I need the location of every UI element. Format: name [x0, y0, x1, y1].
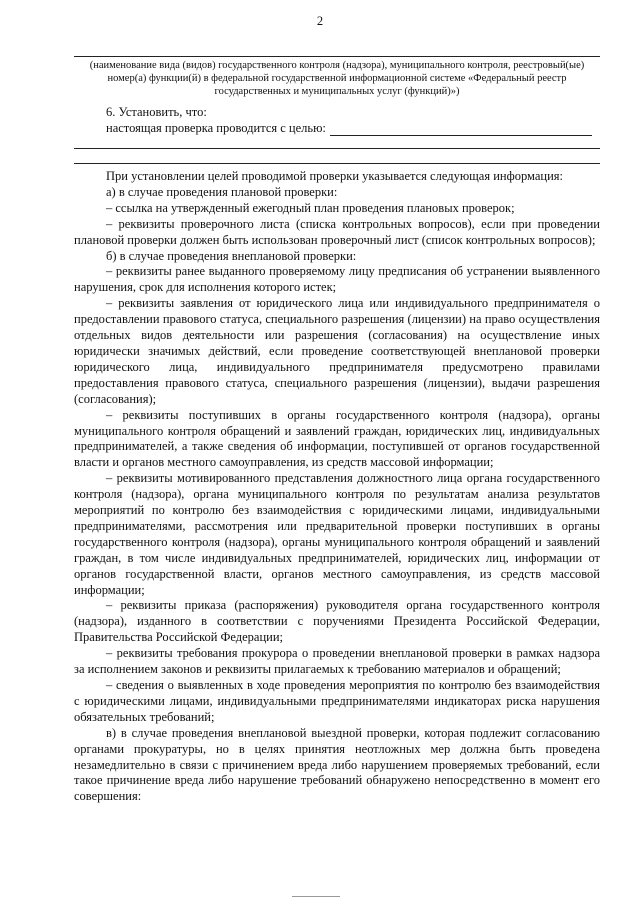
purpose-row — [106, 120, 592, 136]
paragraph: – реквизиты поступивших в органы государственного контроля (надзора), органы муниципального контроля обращений и заявлений граждан, юридических лиц, индивидуальных предпринимателей, а также сведения об информации, поступившей от органов государственной власти и органов местного самоуправления, из средств массовой информации; — [74, 407, 600, 470]
purpose-label: настоящая проверка проводится с целью: — [106, 121, 326, 135]
paragraph: – реквизиты мотивированного представления должностного лица органа государственного контроля (надзора), органа муниципального контроля по результатам анализа результатов мероприятий по контролю без взаимодействия с юридическими лицами, индивидуальными предпринимателями, рассмотрения или предварительной проверки поступивших в органы государственного контроля (надзора), органы муниципального контроля обращений и заявлений граждан, в том числе индивидуальных предпринимателей, юридических лиц, информации от органов государственной власти, органов местного самоуправления, из средств массовой информации; — [74, 471, 600, 597]
footer-mark — [292, 896, 340, 897]
purpose-instructions — [74, 169, 600, 805]
control-type-caption — [74, 59, 600, 98]
section-6 — [106, 104, 592, 136]
paragraph: – реквизиты проверочного листа (списка контрольных вопросов), если при проведении плановой проверки должен быть использован проверочный лист (список контрольных вопросов); — [74, 216, 600, 247]
name-of-control-line — [74, 56, 600, 57]
paragraph: При установлении целей проводимой проверки указывается следующая информация: — [106, 169, 563, 183]
paragraph: – реквизиты требования прокурора о проведении внеплановой проверки в рамках надзора за исполнением законов и реквизиты прилагаемых к требованию материалов и обращений; — [74, 646, 600, 677]
paragraph: – реквизиты ранее выданного проверяемому лицу предписания об устранении выявленного нарушения, срок для исполнения которого истек; — [74, 264, 600, 295]
purpose-fill-line-2[interactable] — [74, 148, 600, 149]
page-number: 2 — [316, 14, 324, 28]
caption-line-2: номер(а) функции(й) в федеральной государственной информационной системе «Федеральный реестр — [107, 73, 567, 84]
paragraph: – реквизиты приказа (распоряжения) руководителя органа государственного контроля (надзора), изданного в соответствии с поручениями Президента Российской Федерации, Правительства Российской Федерации; — [74, 598, 600, 645]
purpose-fill-line[interactable] — [330, 122, 592, 136]
caption-line-1: (наименование вида (видов) государственного контроля (надзора), муниципального контроля, реестровый(ые) — [89, 60, 585, 71]
paragraph: – реквизиты заявления от юридического лица или индивидуального предпринимателя о предоставлении правового статуса, специального разрешения (лицензии) на право осуществления отдельных видов деятельности или разрешения (согласования) на осуществление иных юридически значимых действий, если проведение соответствующей внеплановой проверки юридического лица, индивидуального предпринимателя предусмотрено правилами предоставления правового статуса, специального разрешения (лицензии), выдачи разрешения (согласования); — [74, 296, 600, 406]
paragraph: а) в случае проведения плановой проверки: — [106, 184, 338, 199]
purpose-fill-line-3[interactable] — [74, 163, 600, 164]
paragraph: – ссылка на утвержденный ежегодный план проведения плановых проверок; — [106, 200, 515, 215]
paragraph: – сведения о выявленных в ходе проведения мероприятия по контролю без взаимодействия с юридическими лицами, индивидуальными предпринимателями индикаторах риска нарушения обязательных требований; — [74, 678, 600, 724]
caption-line-3: государственных и муниципальных услуг (функций)») — [214, 86, 460, 97]
paragraph: в) в случае проведения внеплановой выездной проверки, которая подлежит согласованию органами прокуратуры, но в целях принятия неотложных мер должна быть проведена незамедлительно в связи с причинением вреда либо нарушением проверяемых требований, если такое причинение вреда либо нарушение требований обнаружено непосредственно в момент его совершения: — [74, 725, 600, 804]
section-6-heading: 6. Установить, что: — [106, 105, 207, 119]
paragraph: б) в случае проведения внеплановой проверки: — [106, 248, 357, 263]
